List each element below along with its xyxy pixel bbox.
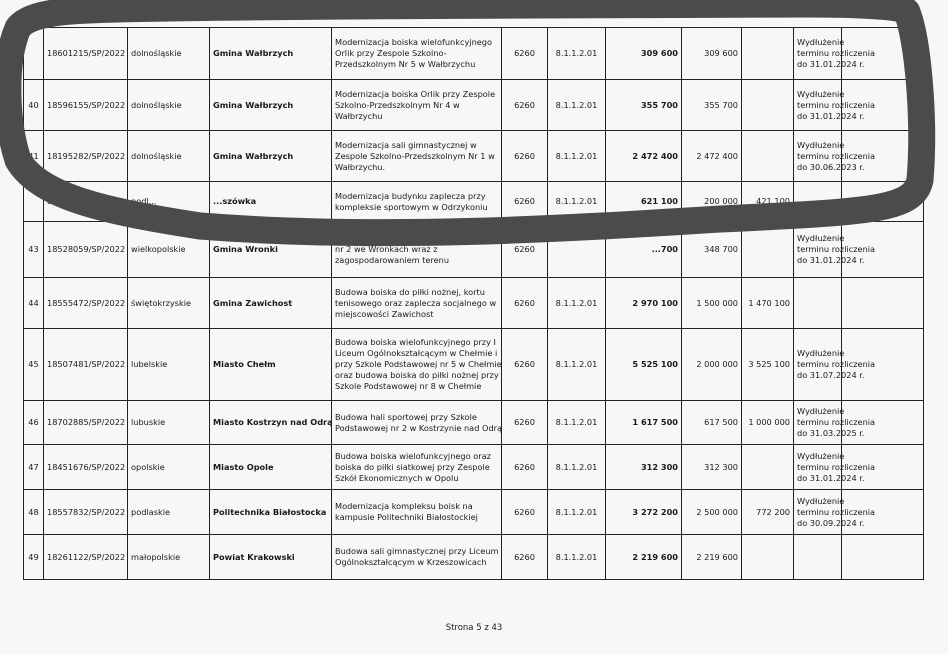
task-description-line: oraz budowa boiska do piłki nożnej przy bbox=[335, 370, 499, 380]
task-description-line: Zespole Szkolno-Przedszkolnym Nr 1 w bbox=[335, 150, 495, 161]
application-id: 18195282/SP/2022 bbox=[44, 131, 128, 182]
total-amount: 1 617 500 bbox=[606, 401, 682, 445]
task-description-line: miejscowości Zawichost bbox=[335, 308, 434, 319]
budget-code: 6260 bbox=[502, 182, 548, 222]
deadline-note-line: do 31.01.2024 r. bbox=[797, 472, 865, 483]
table-row bbox=[24, 222, 924, 278]
amount-year-1: 2 000 000 bbox=[682, 329, 742, 401]
row-number bbox=[24, 182, 44, 222]
deadline-note bbox=[794, 401, 876, 445]
amount-year-2 bbox=[742, 28, 794, 80]
application-id: 56122/SP/2022 bbox=[44, 182, 128, 222]
page-number: Strona 5 z 43 bbox=[445, 623, 503, 633]
table-row bbox=[24, 28, 924, 80]
task-description bbox=[332, 131, 502, 182]
deadline-note bbox=[794, 278, 842, 329]
region: dolnośląskie bbox=[128, 80, 210, 131]
amount-year-2 bbox=[742, 222, 794, 278]
deadline-note bbox=[794, 222, 876, 278]
beneficiary: ...szówka bbox=[210, 182, 332, 222]
amount-year-1: 2 500 000 bbox=[682, 490, 742, 535]
amount-year-1: 2 472 400 bbox=[682, 131, 742, 182]
total-amount: 621 100 bbox=[606, 182, 682, 222]
total-amount: 2 472 400 bbox=[606, 131, 682, 182]
table-row bbox=[24, 445, 924, 490]
task-description bbox=[332, 222, 502, 278]
region: małopolskie bbox=[128, 535, 210, 580]
classification: 8.1.1.2.01 bbox=[548, 182, 606, 222]
application-id: 18557832/SP/2022 bbox=[44, 490, 128, 535]
deadline-note-line: Wydłużenie bbox=[797, 406, 845, 416]
deadline-note-line: do 31.01.2024 r. bbox=[797, 59, 865, 69]
amount-year-1: 200 000 bbox=[682, 182, 742, 222]
row-number: 48 bbox=[24, 490, 44, 535]
application-id: 18507481/SP/2022 bbox=[44, 329, 128, 401]
total-amount: 5 525 100 bbox=[606, 329, 682, 401]
task-description-line: Modernizacja boiska wielofunkcyjnego bbox=[335, 37, 493, 47]
budget-code: 6260 bbox=[502, 535, 548, 580]
amount-year-2 bbox=[742, 131, 794, 182]
budget-code: 6260 bbox=[502, 28, 548, 80]
task-description bbox=[332, 278, 502, 329]
row-number: 43 bbox=[24, 222, 44, 278]
table-row bbox=[24, 490, 924, 535]
task-description bbox=[332, 490, 502, 535]
amount-year-1: 1 500 000 bbox=[682, 278, 742, 329]
beneficiary: Gmina Wałbrzych bbox=[210, 80, 332, 131]
total-amount: 2 970 100 bbox=[606, 278, 682, 329]
total-amount: 2 219 600 bbox=[606, 535, 682, 580]
task-description-line: Szkolno-Przedszkolnym Nr 4 w bbox=[335, 99, 460, 110]
table-row bbox=[24, 401, 924, 445]
deadline-note-line: Wydłużenie bbox=[797, 139, 845, 150]
deadline-note-line: do 31.01.2024 r. bbox=[797, 255, 865, 265]
task-description-line: przy Szkole Podstawowej nr 5 w Chełmie bbox=[335, 359, 502, 369]
row-number: 40 bbox=[24, 80, 44, 131]
amount-year-2 bbox=[742, 535, 794, 580]
classification: 8.1.1.2.01 bbox=[548, 278, 606, 329]
amount-year-1: 348 700 bbox=[682, 222, 742, 278]
deadline-note-line: do 30.06.2023 r. bbox=[797, 161, 865, 172]
deadline-note-line: terminu rozliczenia bbox=[797, 150, 876, 161]
amount-year-1: 312 300 bbox=[682, 445, 742, 490]
budget-code: 6260 bbox=[502, 80, 548, 131]
deadline-note-line: do 31.07.2024 r. bbox=[797, 370, 865, 380]
amount-year-1: 617 500 bbox=[682, 401, 742, 445]
deadline-note-line: Wydłużenie bbox=[797, 233, 845, 243]
application-id: 18601215/SP/2022 bbox=[44, 28, 128, 80]
deadline-note bbox=[794, 535, 842, 580]
task-description-line: Liceum Ogólnokształcącym w Chełmie i bbox=[335, 348, 498, 358]
deadline-note-line: Wydłużenie bbox=[797, 37, 845, 47]
task-description-line: Przedszkolnym Nr 5 w Wałbrzychu bbox=[335, 59, 476, 69]
empty-cell bbox=[842, 182, 924, 222]
task-description bbox=[332, 535, 502, 580]
beneficiary: Gmina Zawichost bbox=[210, 278, 332, 329]
task-description-line: Szkół Ekonomicznych w Opolu bbox=[335, 472, 459, 483]
application-id: 18596155/SP/2022 bbox=[44, 80, 128, 131]
classification bbox=[548, 222, 606, 278]
classification: 8.1.1.2.01 bbox=[548, 535, 606, 580]
beneficiary: Miasto Kostrzyn nad Odrą bbox=[210, 401, 332, 445]
table-row bbox=[24, 182, 924, 222]
region: podl... bbox=[128, 182, 210, 222]
classification: 8.1.1.2.01 bbox=[548, 28, 606, 80]
classification: 8.1.1.2.01 bbox=[548, 80, 606, 131]
region: dolnośląskie bbox=[128, 28, 210, 80]
task-description-line: Wałbrzychu. bbox=[335, 161, 386, 172]
region: podlaskie bbox=[128, 490, 210, 535]
deadline-note-line: Wydłużenie bbox=[797, 348, 845, 358]
region: wielkopolskie bbox=[128, 222, 210, 278]
classification: 8.1.1.2.01 bbox=[548, 401, 606, 445]
budget-code: 6260 bbox=[502, 401, 548, 445]
beneficiary: Gmina Wałbrzych bbox=[210, 131, 332, 182]
task-description-line: Modernizacja budynku zaplecza przy bbox=[335, 190, 486, 201]
total-amount: 309 600 bbox=[606, 28, 682, 80]
amount-year-2 bbox=[742, 80, 794, 131]
region: opolskie bbox=[128, 445, 210, 490]
deadline-note-line: terminu rozliczenia bbox=[797, 48, 876, 58]
amount-year-2: 772 200 bbox=[742, 490, 794, 535]
task-description bbox=[332, 445, 502, 490]
deadline-note bbox=[794, 445, 876, 490]
task-description-line: kampusie Politechniki Białostockiej bbox=[335, 512, 478, 522]
amount-year-2: 3 525 100 bbox=[742, 329, 794, 401]
row-number: 46 bbox=[24, 401, 44, 445]
deadline-note-line: Wydłużenie bbox=[797, 450, 845, 461]
beneficiary: Miasto Chełm bbox=[210, 329, 332, 401]
task-description-line: Orlik przy Zespole Szkolno- bbox=[335, 48, 447, 58]
classification: 8.1.1.2.01 bbox=[548, 490, 606, 535]
amount-year-2 bbox=[742, 445, 794, 490]
deadline-note-line: terminu rozliczenia bbox=[797, 244, 876, 254]
task-description-line: Modernizacja sali gimnastycznej w bbox=[335, 139, 477, 150]
empty-cell bbox=[842, 535, 924, 580]
application-id: 18261122/SP/2022 bbox=[44, 535, 128, 580]
task-description-line: boiska do piłki siatkowej przy Zespole bbox=[335, 461, 490, 472]
budget-code: 6260 bbox=[502, 490, 548, 535]
deadline-note-line: terminu rozliczenia bbox=[797, 506, 876, 517]
task-description bbox=[332, 182, 502, 222]
deadline-note bbox=[794, 28, 876, 80]
task-description bbox=[332, 80, 502, 131]
budget-code: 6260 bbox=[502, 278, 548, 329]
deadline-note bbox=[794, 131, 876, 182]
deadline-note-line: terminu rozliczenia bbox=[797, 359, 876, 369]
table-body bbox=[24, 28, 924, 580]
classification: 8.1.1.2.01 bbox=[548, 329, 606, 401]
amount-year-1: 355 700 bbox=[682, 80, 742, 131]
funding-table bbox=[23, 27, 924, 580]
budget-code: 6260 bbox=[502, 222, 548, 278]
task-description-line: nr 2 we Wronkach wraz z bbox=[335, 244, 438, 254]
deadline-note-line: terminu rozliczenia bbox=[797, 99, 876, 110]
total-amount: 312 300 bbox=[606, 445, 682, 490]
task-description-line: Budowa sali gimnastycznej przy Liceum bbox=[335, 546, 499, 556]
deadline-note bbox=[794, 182, 842, 222]
task-description-line: Budowa hali sportowej przy Szkole bbox=[335, 411, 477, 422]
region: świętokrzyskie bbox=[128, 278, 210, 329]
task-description bbox=[332, 28, 502, 80]
amount-year-2: 1 000 000 bbox=[742, 401, 794, 445]
task-description-line: Modernizacja boiska Orlik przy Zespole bbox=[335, 88, 496, 99]
task-description-line: Szkole Podstawowej nr 8 w Chełmie bbox=[335, 381, 482, 391]
table-row bbox=[24, 535, 924, 580]
application-id: 18555472/SP/2022 bbox=[44, 278, 128, 329]
row-number: 49 bbox=[24, 535, 44, 580]
total-amount: 355 700 bbox=[606, 80, 682, 131]
amount-year-1: 309 600 bbox=[682, 28, 742, 80]
task-description-line: zagospodarowaniem terenu bbox=[335, 255, 450, 265]
classification: 8.1.1.2.01 bbox=[548, 445, 606, 490]
task-description bbox=[332, 329, 502, 401]
row-number: 45 bbox=[24, 329, 44, 401]
region: lubuskie bbox=[128, 401, 210, 445]
amount-year-1: 2 219 600 bbox=[682, 535, 742, 580]
task-description-line: Budowa boiska do piłki nożnej, kortu bbox=[335, 286, 485, 297]
task-description-line: tenisowego oraz zaplecza socjalnego w bbox=[335, 297, 497, 308]
table-row bbox=[24, 131, 924, 182]
deadline-note-line: do 31.03.2025 r. bbox=[797, 428, 865, 438]
task-description-line: Podstawowej nr 2 w Kostrzynie nad Odrą bbox=[335, 422, 503, 433]
total-amount: 3 272 200 bbox=[606, 490, 682, 535]
table-row bbox=[24, 80, 924, 131]
task-description-line: kompleksie sportowym w Odrzykoniu bbox=[335, 201, 488, 212]
classification: 8.1.1.2.01 bbox=[548, 131, 606, 182]
beneficiary: Gmina Wronki bbox=[210, 222, 332, 278]
deadline-note-line: Wydłużenie bbox=[797, 495, 845, 506]
amount-year-2: 1 470 100 bbox=[742, 278, 794, 329]
deadline-note bbox=[794, 80, 876, 131]
task-description-line: Budowa boiska wielofunkcyjnego przy I bbox=[335, 337, 496, 347]
deadline-note-line: Wydłużenie bbox=[797, 88, 845, 99]
empty-cell bbox=[842, 278, 924, 329]
task-description bbox=[332, 401, 502, 445]
beneficiary: Gmina Wałbrzych bbox=[210, 28, 332, 80]
region: dolnośląskie bbox=[128, 131, 210, 182]
application-id: 18451676/SP/2022 bbox=[44, 445, 128, 490]
beneficiary: Powiat Krakowski bbox=[210, 535, 332, 580]
deadline-note-line: do 31.01.2024 r. bbox=[797, 110, 865, 121]
task-description-line: elementów LA przy Szkole Podstawowej bbox=[335, 233, 499, 243]
task-description-line: Wałbrzychu bbox=[335, 110, 383, 121]
task-description-line: Modernizacja kompleksu boisk na bbox=[335, 501, 473, 511]
budget-code: 6260 bbox=[502, 445, 548, 490]
row-number: 44 bbox=[24, 278, 44, 329]
row-number bbox=[24, 28, 44, 80]
amount-year-2: 421 100 bbox=[742, 182, 794, 222]
deadline-note-line: terminu rozliczenia bbox=[797, 417, 876, 427]
task-description-line: Ogólnokształcącym w Krzeszowicach bbox=[335, 557, 487, 567]
deadline-note-line: terminu rozliczenia bbox=[797, 461, 876, 472]
region: lubelskie bbox=[128, 329, 210, 401]
beneficiary: Politechnika Białostocka bbox=[210, 490, 332, 535]
application-id: 18702885/SP/2022 bbox=[44, 401, 128, 445]
table-row bbox=[24, 278, 924, 329]
total-amount: ...700 bbox=[606, 222, 682, 278]
budget-code: 6260 bbox=[502, 329, 548, 401]
table-row bbox=[24, 329, 924, 401]
budget-code: 6260 bbox=[502, 131, 548, 182]
row-number: 47 bbox=[24, 445, 44, 490]
deadline-note bbox=[794, 329, 876, 401]
deadline-note-line: do 30.09.2024 r. bbox=[797, 517, 865, 528]
application-id: 18528059/SP/2022 bbox=[44, 222, 128, 278]
task-description-line: Budowa boiska wielofunkcyjnego oraz bbox=[335, 450, 491, 461]
deadline-note bbox=[794, 490, 876, 535]
beneficiary: Miasto Opole bbox=[210, 445, 332, 490]
row-number: 41 bbox=[24, 131, 44, 182]
